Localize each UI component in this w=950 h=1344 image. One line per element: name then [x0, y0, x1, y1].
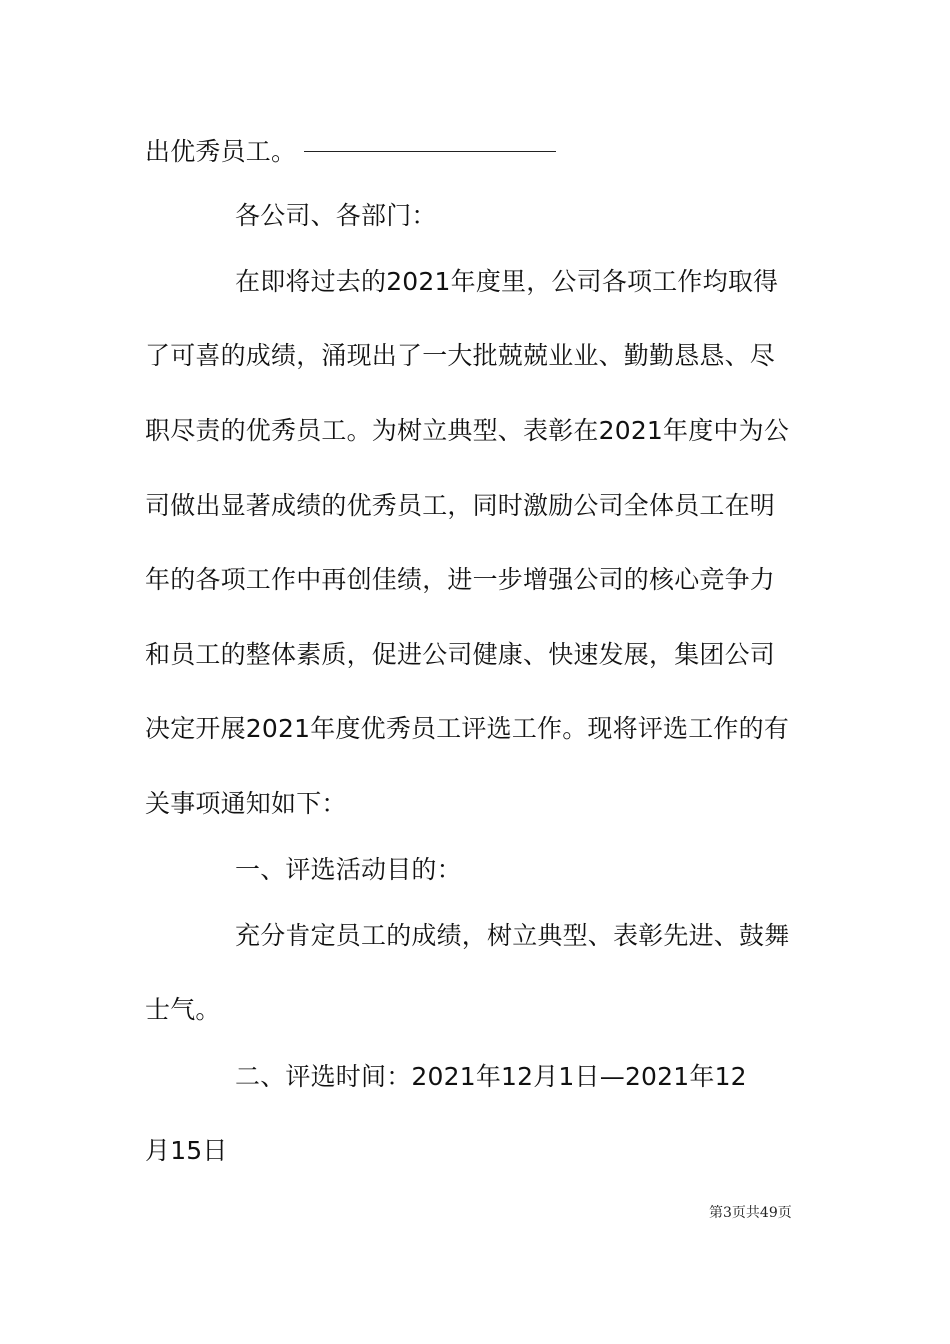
- line-text: 出优秀员工。: [145, 137, 297, 166]
- paragraph-line: 在即将过去的2021年度里，公司各项工作均取得: [235, 267, 779, 296]
- paragraph-line: 了可喜的成绩，涌现出了一大批兢兢业业、勤勤恳恳、尽: [145, 341, 776, 370]
- salutation-line: 各公司、各部门：: [235, 201, 437, 230]
- paragraph-line: 月15日: [145, 1136, 228, 1165]
- paragraph-line: 决定开展2021年度优秀员工评选工作。现将评选工作的有: [145, 714, 790, 743]
- paragraph-line: [145, 134, 556, 170]
- page-number: 第3页共49页: [709, 1205, 792, 1221]
- paragraph-line: 充分肯定员工的成绩，树立典型、表彰先进、鼓舞: [235, 921, 790, 950]
- paragraph-line: 司做出显著成绩的优秀员工，同时激励公司全体员工在明: [145, 491, 776, 520]
- paragraph-line: 关事项通知如下：: [145, 789, 347, 818]
- underline-rule: [304, 151, 556, 152]
- paragraph-line: 职尽责的优秀员工。为树立典型、表彰在2021年度中为公: [145, 416, 790, 445]
- paragraph-line: 和员工的整体素质，促进公司健康、快速发展，集团公司: [145, 640, 776, 669]
- section-heading: 二、评选时间：2021年12月1日—2021年12: [235, 1062, 747, 1091]
- paragraph-line: 年的各项工作中再创佳绩，进一步增强公司的核心竞争力: [145, 565, 776, 594]
- section-heading: 一、评选活动目的：: [235, 855, 462, 884]
- paragraph-line: 士气。: [145, 995, 221, 1024]
